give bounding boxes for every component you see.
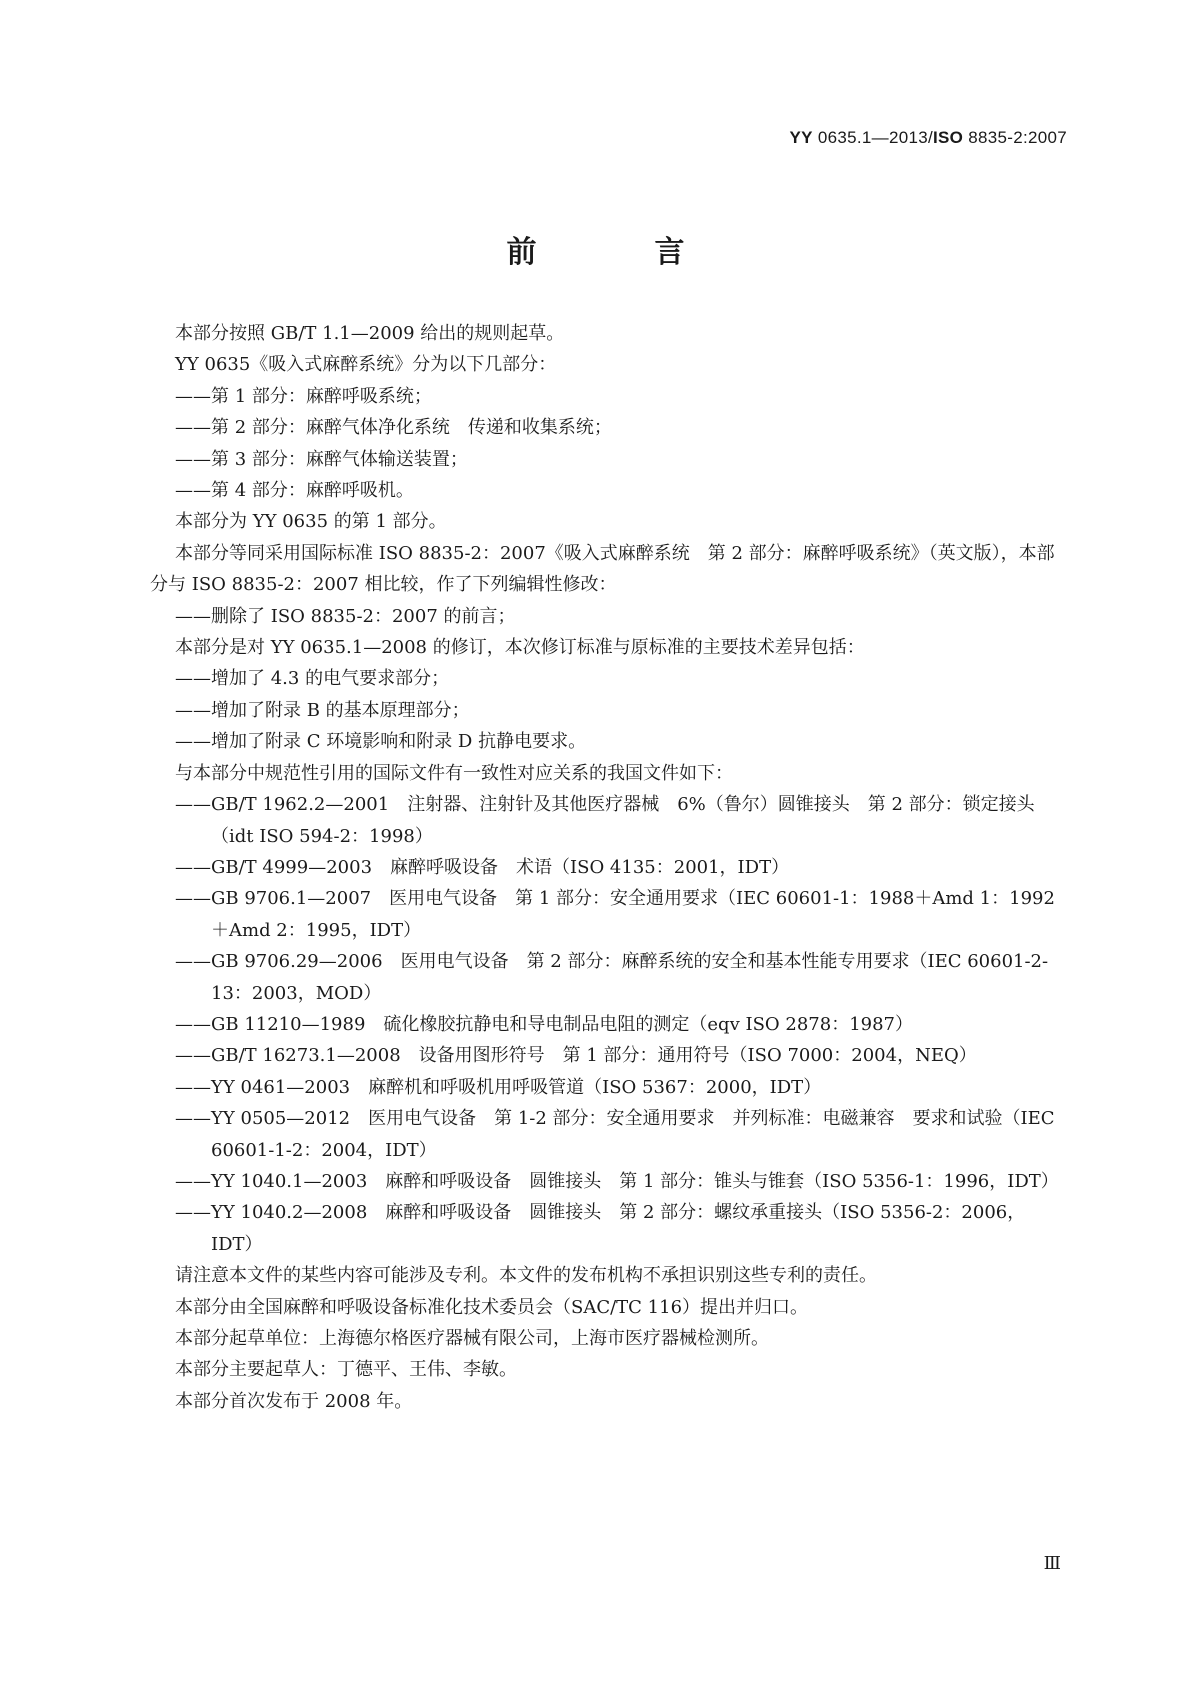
list-dash: ——: [175, 951, 211, 973]
list-item: [150, 695, 1065, 726]
iso-prefix: ISO: [933, 128, 964, 147]
paragraph-text: 增加了附录 C 环境影响和附录 D 抗静电要求。: [211, 731, 587, 753]
paragraph: [150, 506, 1065, 537]
paragraph-text: 本部分按照 GB/T 1.1—2009 给出的规则起草。: [175, 323, 565, 344]
paragraph-text: 本部分是对 YY 0635.1—2008 的修订，本次修订标准与原标准的主要技术差异包括：: [175, 637, 865, 659]
paragraph: [150, 538, 1065, 601]
list-dash: ——: [175, 731, 211, 753]
paragraph: [150, 1260, 1065, 1291]
paragraph-text: 请注意本文件的某些内容可能涉及专利。本文件的发布机构不承担识别这些专利的责任。: [175, 1265, 877, 1287]
paragraph: [150, 1292, 1065, 1323]
list-dash: ——: [175, 699, 211, 721]
list-item: [150, 946, 1065, 1009]
paragraph: [150, 758, 1065, 789]
paragraph-text: GB/T 1962.2—2001 注射器、注射针及其他医疗器械 6%（鲁尔）圆锥接头 第 2 部分：锁定接头（idt ISO 594-2：1998）: [211, 794, 1035, 847]
list-item: [150, 444, 1065, 475]
paragraph-text: GB/T 4999—2003 麻醉呼吸设备 术语（ISO 4135：2001，IDT）: [211, 856, 790, 878]
list-dash: ——: [175, 605, 211, 627]
list-dash: ——: [175, 888, 211, 910]
paragraph-text: 本部分由全国麻醉和呼吸设备标准化技术委员会（SAC/TC 116）提出并归口。: [175, 1296, 809, 1318]
list-dash: ——: [175, 1045, 211, 1067]
paragraph-text: 第 1 部分：麻醉呼吸系统；: [211, 385, 432, 407]
page-title: 前 言: [506, 235, 729, 270]
paragraph-text: 本部分主要起草人：丁德平、王伟、李敏。: [175, 1359, 517, 1381]
paragraph: [150, 1354, 1065, 1385]
list-item: [150, 1103, 1065, 1166]
paragraph-text: 本部分为 YY 0635 的第 1 部分。: [175, 511, 447, 533]
list-dash: ——: [175, 668, 211, 690]
list-item: [150, 789, 1065, 852]
paragraph-text: 本部分首次发布于 2008 年。: [175, 1390, 413, 1412]
paragraph: [150, 632, 1065, 663]
list-item: [150, 412, 1065, 443]
list-item: [150, 475, 1065, 506]
list-dash: ——: [175, 480, 211, 502]
list-dash: ——: [175, 1013, 211, 1035]
paragraph-text: GB 9706.29—2006 医用电气设备 第 2 部分：麻醉系统的安全和基本性能专用要求（IEC 60601-2-13：2003，MOD）: [211, 951, 1049, 1004]
paragraph-text: 增加了附录 B 的基本原理部分；: [211, 699, 470, 721]
paragraph-text: 第 4 部分：麻醉呼吸机。: [211, 480, 414, 502]
paragraph: [150, 1386, 1065, 1417]
list-dash: ——: [175, 385, 211, 407]
std-prefix: YY: [789, 128, 813, 147]
standard-code-header: [790, 128, 1067, 148]
list-dash: ——: [175, 448, 211, 470]
paragraph-text: YY 0461—2003 麻醉机和呼吸机用呼吸管道（ISO 5367：2000，IDT）: [211, 1076, 822, 1098]
paragraph: [150, 318, 1065, 349]
list-item: [150, 1009, 1065, 1040]
list-item: [150, 663, 1065, 694]
list-item: [150, 601, 1065, 632]
list-dash: ——: [175, 417, 211, 439]
paragraph-text: 本部分等同采用国际标准 ISO 8835-2：2007《吸入式麻醉系统 第 2 部分：麻醉呼吸系统》（英文版），本部分与 ISO 8835-2：2007 相比较，作了下列编辑性修改：: [150, 542, 1055, 596]
list-dash: ——: [175, 1108, 211, 1130]
paragraph-text: YY 0635《吸入式麻醉系统》分为以下几部分：: [175, 354, 557, 376]
paragraph-text: GB 9706.1—2007 医用电气设备 第 1 部分：安全通用要求（IEC 60601-1：1988＋Amd 1：1992＋Amd 2：1995，IDT）: [211, 888, 1055, 941]
list-dash: ——: [175, 1202, 211, 1224]
paragraph-text: 第 3 部分：麻醉气体输送装置；: [211, 448, 468, 470]
list-dash: ——: [175, 1076, 211, 1098]
list-item: [150, 726, 1065, 757]
page-number: Ⅲ: [1043, 1553, 1061, 1574]
list-item: [150, 1197, 1065, 1260]
std-number: 0635.1—2013/: [817, 128, 933, 147]
iso-number: 8835-2:2007: [968, 128, 1067, 147]
paragraph-text: YY 1040.1—2003 麻醉和呼吸设备 圆锥接头 第 1 部分：锥头与锥套（ISO 5356-1：1996，IDT）: [211, 1170, 1059, 1192]
list-item: [150, 852, 1065, 883]
foreword-body: [150, 318, 1065, 1417]
list-item: [150, 381, 1065, 412]
paragraph-text: 与本部分中规范性引用的国际文件有一致性对应关系的我国文件如下：: [175, 762, 733, 784]
list-dash: ——: [175, 856, 211, 878]
paragraph-text: 本部分起草单位：上海德尔格医疗器械有限公司，上海市医疗器械检测所。: [175, 1328, 769, 1349]
paragraph-text: YY 1040.2—2008 麻醉和呼吸设备 圆锥接头 第 2 部分：螺纹承重接头（ISO 5356-2：2006，IDT）: [211, 1202, 1026, 1255]
paragraph-text: GB 11210—1989 硫化橡胶抗静电和导电制品电阻的测定（eqv ISO 2878：1987）: [211, 1013, 913, 1035]
list-dash: ——: [175, 1170, 211, 1192]
list-item: [150, 1072, 1065, 1103]
paragraph-text: 第 2 部分：麻醉气体净化系统 传递和收集系统；: [211, 417, 612, 439]
list-item: [150, 1040, 1065, 1071]
paragraph: [150, 1323, 1065, 1354]
paragraph-text: 删除了 ISO 8835-2：2007 的前言；: [211, 605, 516, 627]
paragraph-text: GB/T 16273.1—2008 设备用图形符号 第 1 部分：通用符号（ISO 7000：2004，NEQ）: [211, 1045, 977, 1067]
list-dash: ——: [175, 794, 211, 816]
paragraph-text: 增加了 4.3 的电气要求部分；: [211, 668, 450, 690]
paragraph-text: YY 0505—2012 医用电气设备 第 1-2 部分：安全通用要求 并列标准：电磁兼容 要求和试验（IEC 60601-1-2：2004，IDT）: [211, 1108, 1055, 1161]
list-item: [150, 1166, 1065, 1197]
paragraph: [150, 349, 1065, 380]
list-item: [150, 883, 1065, 946]
